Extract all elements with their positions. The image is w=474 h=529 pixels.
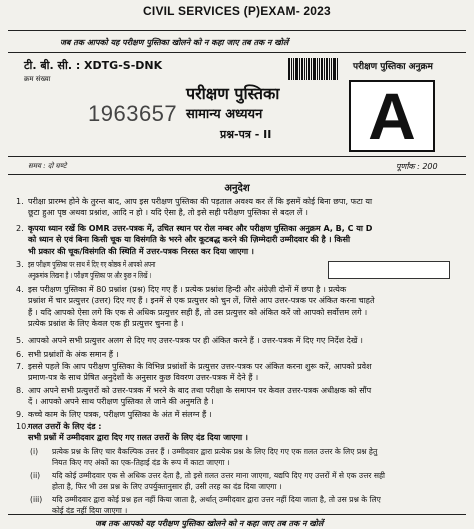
instruction-item (16, 349, 456, 360)
instruction-item (16, 196, 456, 219)
instruction-item-number: 10. (16, 422, 29, 431)
info-rule-top (8, 156, 466, 157)
instruction-item (16, 335, 456, 346)
booklet-title: परीक्षण पुस्तिका (186, 84, 280, 103)
instruction-item-line: प्रश्नांश में चार प्रत्युत्तर (उत्तर) दिए गए हैं । इनमें से एक प्रत्युत्तर को चुन लें, जिसे आप उत्तर-पत्रक पर अंकित करना चाहते (28, 296, 375, 306)
series-box (349, 80, 435, 152)
instruction-item-line: कृपया ध्यान रखें कि OMR उत्तर-पत्रक में, उचित स्थान पर रोल नम्बर और परीक्षण पुस्तिका अनुक्रम A, B, C या D (28, 224, 373, 233)
instruction-item-number: 5. (16, 336, 24, 345)
info-rule-bottom (8, 174, 466, 175)
instruction-item (16, 259, 456, 282)
footer-warning-banner: जब तक आपको यह परीक्षण पुस्तिका खोलने को न कहा जाए तब तक न खोलें (95, 519, 324, 528)
time-allowed: समय : दो घण्टे (28, 162, 67, 170)
instruction-item-line: भी प्रकार की चूक/विसंगति की स्थिति में उत्तर-पत्रक निरस्त कर दिया जाएगा । (28, 246, 254, 256)
instruction-item-line: हैं । यदि आपको ऐसा लगे कि एक से अधिक प्रत्युत्तर सही हैं, तो उस प्रत्युत्तर को अंकित करें जो आपको सर्वोत्तम लगे । (28, 307, 368, 317)
barcode-image (288, 58, 340, 80)
serial-number: 1963657 (88, 101, 178, 126)
instruction-item (16, 361, 456, 384)
booklet-code: टी. बी. सी. : XDTG-S-DNK (24, 59, 163, 72)
penalty-item-line: यदि कोई उम्मीदवार एक से अधिक उत्तर देता है, तो इसे ग़लत उत्तर माना जाएगा, यद्यपि दिए गए उत्तरों में से एक उत्तर सही (52, 471, 385, 480)
instruction-item-line: इस परीक्षण पुस्तिका में 80 प्रश्नांश (प्रश्न) दिए गए हैं । प्रत्येक प्रश्नांश हिन्दी और अंग्रेज़ी दोनों में छपा है । प्रत्येक (28, 285, 347, 294)
instruction-item-line: सभी प्रश्नों में उम्मीदवार द्वारा दिए गए ग़लत उत्तरों के लिए दंड दिया जाएगा । (28, 433, 248, 443)
top-rule (8, 30, 466, 31)
penalty-item-line: प्रत्येक प्रश्न के लिए चार वैकल्पिक उत्तर हैं । उम्मीदवार द्वारा प्रत्येक प्रश्न के लिए दिए गए एक ग़लत उत्तर के लिए प्रश्न हेतु (52, 447, 378, 456)
header-rule (8, 52, 466, 53)
subject-title: सामान्य अध्ययन (186, 107, 263, 122)
penalty-item-line: नियत किए गए अंकों का एक-तिहाई दंड के रूप में काटा जाएगा । (52, 458, 230, 468)
instruction-item (16, 409, 456, 420)
instruction-item-line: छूटा हुआ पृष्ठ अथवा प्रश्नांश, आदि न हो । यदि ऐसा है, तो इसे सही परीक्षण पुस्तिका से बदल लें । (28, 208, 308, 218)
instruction-item-number: 4. (16, 285, 24, 294)
instruction-item-line: प्रत्येक प्रश्नांश के लिए केवल एक ही प्रत्युत्तर चुनना है । (28, 319, 184, 329)
instruction-item-line: परीक्षा प्रारम्भ होने के तुरन्त बाद, आप इस परीक्षण पुस्तिका की पड़ताल अवश्य कर लें कि इसमें कोई बिना छपा, फटा या (28, 197, 373, 206)
footer-rule (8, 514, 466, 515)
instruction-item-line: आपको अपने सभी प्रत्युत्तर अलग से दिए गए उत्तर-पत्रक पर ही अंकित करने हैं । उत्तर-पत्रक में दिए गए निर्देश देखें । (28, 336, 363, 345)
serial-label: क्रम संख्या (24, 75, 51, 83)
full-marks: पूर्णांक : 200 (396, 162, 438, 171)
penalty-item (30, 470, 460, 492)
instruction-item-line: कच्चे काम के लिए पत्रक, परीक्षण पुस्तिका के अंत में संलग्न हैं । (28, 410, 212, 419)
instruction-item-number: 3. (16, 260, 24, 269)
instruction-item-number: 1. (16, 197, 24, 206)
instructions-heading: अनुदेश (224, 183, 250, 194)
penalty-item-line: कोई दंड नहीं दिया जाएगा । (52, 506, 128, 516)
penalty-item-number: (ii) (30, 471, 41, 480)
instruction-item-line: अनुक्रमांक लिखना है । परीक्षण पुस्तिका पर और कुछ न लिखें । (28, 271, 152, 281)
instruction-item (16, 421, 456, 444)
instruction-item-line: को ध्यान से एवं बिना किसी चूक या विसंगति के भरने और कूटबद्ध करने की ज़िम्मेदारी उम्मीदवार की है । किसी (28, 235, 351, 245)
instruction-item-line: आप अपने सभी प्रत्युत्तरों को उत्तर-पत्रक में भरने के बाद तथा परीक्षा के समापन पर केवल उत्तर-पत्रक अधीक्षक को सौंप (28, 386, 372, 395)
sequence-label: परीक्षण पुस्तिका अनुक्रम (353, 62, 433, 72)
instruction-item-line: इस परीक्षण पुस्तिका पर साथ में दिए गए कोष्ठक में आपको अपना (28, 260, 156, 269)
paper-title: प्रश्न-पत्र - II (220, 128, 272, 141)
instruction-item-line: सभी प्रश्नांशों के अंक समान हैं । (28, 350, 119, 359)
instruction-item-line: इससे पहले कि आप परीक्षण पुस्तिका के विभिन्न प्रश्नांशों के प्रत्युत्तर उत्तर-पत्रक पर अंकित करना शुरू करें, आपको प्रवेश (28, 362, 372, 371)
instruction-item-number: 6. (16, 350, 24, 359)
instruction-item-number: 8. (16, 386, 24, 395)
instruction-item-line: दें । आपको अपने साथ परीक्षण पुस्तिका ले जाने की अनुमति है । (28, 397, 214, 407)
penalty-item-line: होता है, फिर भी उस प्रश्न के लिए उपर्युक्तानुसार ही, उसी तरह का दंड दिया जाएगा । (52, 482, 282, 492)
instruction-item (16, 284, 456, 330)
penalty-item (30, 446, 460, 468)
instruction-item-number: 7. (16, 362, 24, 371)
instruction-item-line: गलत उत्तरों के लिए दंड : (28, 422, 102, 431)
instruction-item-number: 2. (16, 224, 24, 233)
penalty-item-line: यदि उम्मीदवार द्वारा कोई प्रश्न हल नहीं किया जाता है, अर्थात् उम्मीदवार द्वारा उत्तर नहीं दिया जाता है, तो उस प्रश्न के लिए (52, 495, 381, 504)
series-letter: A (368, 79, 416, 153)
instruction-item-line: प्रमाण-पत्र के साथ प्रेषित अनुदेशों के अनुसार कुछ विवरण उत्तर-पत्रक में देने हैं । (28, 373, 259, 383)
top-warning-banner: जब तक आपको यह परीक्षण पुस्तिका खोलने को न कहा जाए तब तक न खोलें (60, 38, 289, 47)
exam-title: CIVIL SERVICES (P)EXAM- 2023 (143, 4, 331, 18)
penalty-item-number: (i) (30, 447, 39, 456)
instruction-item (16, 385, 456, 408)
penalty-item-number: (iii) (30, 495, 43, 504)
instruction-item-number: 9. (16, 410, 24, 419)
instruction-item (16, 223, 456, 257)
